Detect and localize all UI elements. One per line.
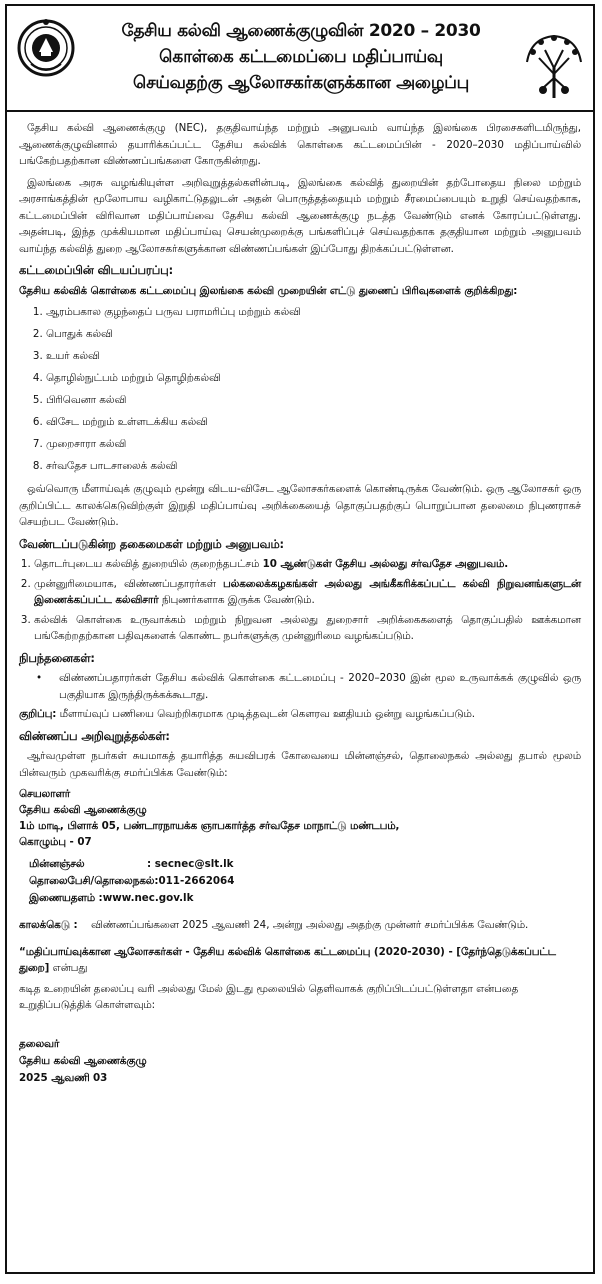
requirement-text: முன்னுரிமையாக, விண்ணப்பதாரர்கள்: [34, 577, 223, 590]
email-label: மின்னஞ்சல்: [29, 858, 85, 870]
list-item: 3. கல்விக் கொள்கை உருவாக்கம் மற்றும் நிறுவன அல்லது துறைசார் அறிக்கைகளைத் தொகுப்பதில் ஊக்கமான பங்கேற்றதற்கான பதிவுகளைக் கொண்ட நபர்களுக்கு முன்னுரிமை வழங்கப்படும்.: [34, 612, 581, 645]
signature-org: தேசிய கல்வி ஆணைக்குழு: [19, 1054, 147, 1067]
requirement-emphasis: பல்கலைக்கழகங்கள் அல்லது அங்கீகரிக்கப்பட்ட கல்வி நிறுவனங்களுடன் இணைக்கப்பட்ட கல்விசார்: [34, 577, 581, 606]
subject-tail: என்பது: [49, 962, 88, 974]
notice-body: [7, 112, 593, 1087]
condition-text: விண்ணப்பதாரர்கள் தேசிய கல்விக் கொள்கை கட்டமைப்பு - 2020–2030 இன் மூல உருவாக்கக் குழுவில் ஒரு பகுதியாக இருந்திருக்கக்கூடாது.: [59, 672, 581, 701]
title-line-1: தேசிய கல்வி ஆணைக்குழுவின் 2020 – 2030: [121, 21, 481, 41]
intro-paragraph-1: தேசிய கல்வி ஆணைக்குழு (NEC), தகுதிவாய்ந்த மற்றும் அனுபவம் வாய்ந்த இலங்கை பிரசைகளிடமிருந்து, ஆணைக்குழுவினால் தயாரிக்கப்பட்ட தேசிய கல்விக் கொள்கை கட்டமைப்பின் - 2020–2030 மதிப்பாய்வில் பங்கேற்பதற்கான விண்ணப்பங்களை கோருகின்றது.: [19, 122, 581, 167]
website-row: [19, 890, 581, 907]
address-line: செயலாளர்: [19, 788, 71, 800]
subject-note: கடித உறையின் தலைப்பு வரி அல்லது மேல் இடது மூலையில் தெளிவாகக் குறிப்பிடப்பட்டுள்ளதா என்பதை உறுதிப்படுத்திக் கொள்ளவும்:: [19, 982, 519, 1011]
condition-item: [19, 670, 581, 703]
honorarium-note: [19, 706, 581, 723]
deadline-text: விண்ணப்பங்களை 2025 ஆவணி 24, அன்று அல்லது அதற்கு முன்னர் சமர்ப்பிக்க வேண்டும்.: [91, 919, 529, 931]
subject-title: “மதிப்பாய்வுக்கான ஆலோசகர்கள் - தேசிய கல்விக் கொள்கை கட்டமைப்பு (2020-2030) - [தேர்ந்தெடுக்கப்பட்ட துறை]: [19, 945, 556, 974]
website-label: இணையதளம் :: [29, 892, 103, 904]
email-row: [19, 856, 581, 873]
website-value: www.nec.gov.lk: [102, 892, 194, 904]
subject-line: [19, 944, 581, 977]
conditions-heading: நிபந்தனைகள்:: [19, 651, 95, 665]
phone-row: [19, 873, 581, 890]
requirement-text: தொடர்புடைய கல்வித் துறையில் குறைந்தபட்சம்: [34, 558, 263, 570]
title-line-3: செய்வதற்கு ஆலோசகர்களுக்கான அழைப்பு: [133, 73, 469, 93]
address-line: கொழும்பு - 07: [19, 836, 92, 848]
intro-paragraph-2: இலங்கை அரசு வழங்கியுள்ள அறிவுறுத்தல்களின்படி, இலங்கை கல்வித் துறையின் தற்போதைய நிலை மற்றும் அரசாங்கத்தின் மூலோபாய வழிகாட்டுதலுடன் அதன் பொருத்தத்தையும் மற்றும் சீரமைப்பையும் உறுதி செய்வதற்காக, கட்டமைப்பின் விரிவான மதிப்பாய்வை தேசிய கல்வி ஆணைக்குழு நடத்த வேண்டும் எனக் கோரப்பட்டுள்ளது. அதன்படி, இந்த முக்கியமான மதிப்பாய்வு செயன்முறைக்கு பங்களிப்புச் செய்வதற்காக தகுதியான மற்றும் அனுபவம் வாய்ந்த கல்வித் துறை ஆலோசகர்களுக்கான விண்ணப்பங்கள் இப்போது திறக்கப்பட்டுள்ளன.: [19, 176, 581, 255]
list-item: 6. விசேட மற்றும் உள்ளடக்கிய கல்வி: [46, 411, 581, 433]
sri-lanka-emblem-icon: [17, 16, 75, 80]
bullet-icon: •: [35, 672, 43, 684]
scope-heading: கட்டமைப்பின் விடயப்பரப்பு:: [19, 264, 174, 277]
signature-block: [19, 1036, 581, 1087]
panel-note: ஒவ்வொரு மீளாய்வுக் குழுவும் மூன்று விடய-விசேட ஆலோசகர்களைக் கொண்டிருக்க வேண்டும். ஒரு ஆலோசகர் ஒரு குறிப்பிட்ட காலக்கெடுவிற்குள் இறுதி மதிப்பாய்வு அறிக்கையைத் தொகுப்பதற்குப் பொறுப்பான தலைமை நிபுணராகச் செயற்பட வேண்டும்.: [19, 483, 581, 528]
list-item: 2. பொதுக் கல்வி: [46, 323, 581, 345]
address-block: [19, 786, 581, 850]
subsector-list: [19, 301, 581, 477]
list-item: [34, 556, 581, 573]
application-text: ஆர்வமுள்ள நபர்கள் சுயமாகத் தயாரித்த சுயவிபரக் கோவையை மின்னஞ்சல், தொலைநகல் அல்லது தபால் மூலம் பின்வரும் முகவரிக்கு சமர்ப்பிக்க வேண்டும்:: [19, 750, 581, 779]
requirements-list: [19, 556, 581, 645]
notice-header: [7, 6, 593, 112]
list-item: 1. ஆரம்பகால குழந்தைப் பருவ பராமரிப்பு மற்றும் கல்வி: [46, 301, 581, 323]
deadline-label: காலக்கெடு :: [19, 919, 78, 931]
signature-date: 2025 ஆவணி 03: [19, 1071, 108, 1084]
list-item: 7. முறைசாரா கல்வி: [46, 433, 581, 455]
address-line: தேசிய கல்வி ஆணைக்குழு: [19, 804, 147, 816]
contact-block: [19, 856, 581, 907]
list-item: 5. பிரிவெனா கல்வி: [46, 389, 581, 411]
phone-label: தொலைபேசி/தொலைநகல்:: [29, 875, 159, 887]
scope-lead: தேசிய கல்விக் கொள்கை கட்டமைப்பு இலங்கை கல்வி முறையின் எட்டு துணைப் பிரிவுகளைக் குறிக்கிறது:: [19, 284, 518, 297]
phone-value: 011-2662064: [158, 875, 235, 887]
title-line-2: கொள்கை கட்டமைப்பை மதிப்பாய்வு: [159, 47, 443, 67]
email-value: : secnec@slt.lk: [147, 858, 234, 870]
deadline-block: [19, 917, 581, 934]
list-item: [34, 576, 581, 609]
application-heading: விண்ணப்ப அறிவுறுத்தல்கள்:: [19, 729, 170, 743]
list-item: 4. தொழில்நுட்பம் மற்றும் தொழிற்கல்வி: [46, 367, 581, 389]
note-label: குறிப்பு:: [19, 708, 57, 720]
requirement-emphasis: 10 ஆண்டுகள் தேசிய அல்லது சர்வதேச அனுபவம்.: [262, 558, 509, 570]
notice-title: [87, 18, 515, 96]
requirement-text: நிபுணர்களாக இருக்க வேண்டும்.: [158, 594, 315, 606]
signature-title: தலைவர்: [19, 1037, 60, 1050]
list-item: 8. சர்வதேச பாடசாலைக் கல்வி: [46, 455, 581, 477]
nec-tree-logo-icon: [521, 28, 587, 100]
address-line: 1ம் மாடி, பிளாக் 05, பண்டாரநாயக்க ஞாபகார்த்த சர்வதேச மாநாட்டு மண்டபம்,: [19, 820, 400, 832]
list-item: 3. உயர் கல்வி: [46, 345, 581, 367]
requirements-heading: வேண்டப்படுகின்ற தகைமைகள் மற்றும் அனுபவம்:: [19, 537, 285, 551]
notice-page: [5, 4, 595, 1274]
note-text: மீளாய்வுப் பணியை வெற்றிகரமாக முடித்தவுடன் கௌரவ ஊதியம் ஒன்று வழங்கப்படும்.: [56, 708, 476, 720]
